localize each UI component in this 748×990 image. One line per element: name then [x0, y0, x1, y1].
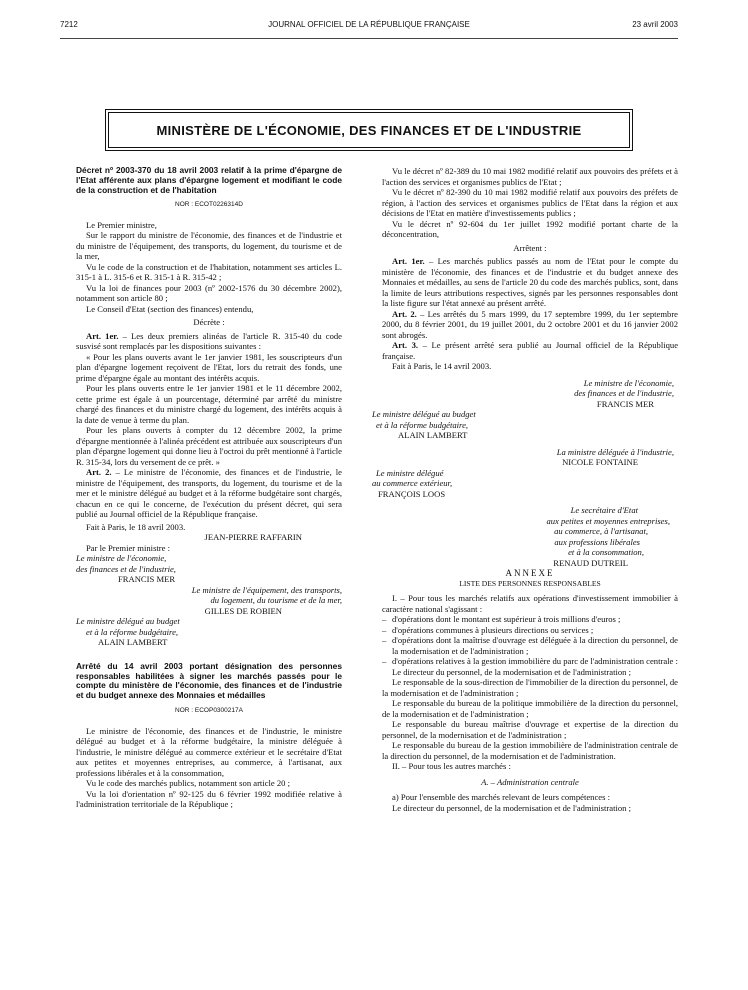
text-paragraph: Le directeur du personnel, de la modernisation et de l'administration ;	[392, 802, 631, 813]
fait-a-paris: Fait à Paris, le 14 avril 2003.	[392, 361, 492, 371]
list-item: – d'opérations dont la maîtrise d'ouvrage est déléguée à la direction du personnel, de la modernisation et de l'administration ;	[382, 635, 678, 656]
list-item: – d'opérations dont le montant est supérieur à trois millions d'euros ;	[382, 614, 678, 625]
ministry-title: MINISTÈRE DE L'ÉCONOMIE, DES FINANCES ET DE L'INDUSTRIE	[156, 122, 582, 138]
signatory-name: GILLES DE ROBIEN	[204, 605, 282, 616]
arrete-title: Arrêté du 14 avril 2003 portant désignation des personnes responsables habilitées à signer les marchés passés pour le compte du ministère de l'économie, des finances et de l'industrie et du budget annexe des Monnaies et médailles	[76, 660, 342, 701]
list-item: – d'opérations communes à plusieurs directions ou services ;	[382, 625, 678, 636]
section-heading: A. – Administration centrale	[481, 776, 579, 787]
article-1: Art. 1er. – Les marchés publics passés au nom de l'Etat pour le compte du ministère de l'économie, des finances et de l'industrie et du budget annexe des Monnaies et médailles, au sens de l'article 20 du code des marchés publics, sont, dans la limite de leurs attributions respectives, signés par les personnes responsables dont la liste figure sur l'état annexé au présent arrêté.	[382, 256, 678, 308]
right-column	[372, 166, 679, 813]
list-item: – d'opérations relatives à la gestion immobilière du parc de l'administration centrale :	[382, 656, 678, 667]
signatory-title: Le ministre de l'équipement, des transports,	[191, 584, 342, 595]
text-paragraph: « Pour les plans ouverts avant le 1er janvier 1981, les souscripteurs d'un plan d'épargne logement reçoivent de l'Etat, lors du retrait des fonds, une prime d'épargne égale au montant des intérêts acquis.	[76, 351, 342, 383]
ministry-banner	[108, 112, 630, 148]
text-paragraph: Vu le code de la construction et de l'habitation, notamment ses articles L. 315-1 à L. 315-6 et R. 315-1 à R. 315-42 ;	[76, 261, 342, 283]
article-label: Art. 1er.	[86, 330, 119, 341]
text-paragraph: I. – Pour tous les marchés relatifs aux opérations d'investissement immobilier à caractère national s'agissant :	[382, 593, 678, 614]
signatory-title: des finances et de l'industrie,	[574, 388, 674, 398]
signatory-title: aux petites et moyennes entreprises,	[546, 515, 670, 526]
signatory-name: NICOLE FONTAINE	[562, 457, 638, 467]
signatory-title: La ministre déléguée à l'industrie,	[556, 446, 674, 457]
text-paragraph: Vu le décret nº 92-604 du 1er juillet 1992 modifié portant charte de la déconcentration,	[382, 218, 678, 239]
header-rule	[60, 38, 678, 39]
arrete-nor: NOR : ECOP0300217A	[175, 707, 243, 715]
signatory-title: au commerce extérieur,	[372, 478, 453, 488]
text-paragraph: Le responsable du bureau maîtrise d'ouvrage et expertise de la direction du personnel, de la modernisation et de l'administration ;	[382, 719, 678, 740]
signatory-title: aux professions libérales	[554, 536, 640, 547]
text-paragraph: Sur le rapport du ministre de l'économie, des finances et de l'industrie et du ministre de l'équipement, des transports, du logement, du tourisme et de la mer,	[76, 230, 342, 262]
signatory-title: et à la réforme budgétaire,	[86, 626, 179, 637]
signatory-title: Le ministre de l'économie,	[76, 553, 167, 564]
signatory-title: Le ministre délégué	[376, 467, 444, 478]
signatory-title: Le secrétaire d'Etat	[570, 505, 638, 515]
article-2: Art. 2. – Les arrêtés du 5 mars 1999, du 17 septembre 1999, du 1er septembre 2000, du 8 février 2001, du 19 juillet 2001, du 2 octobre 2001 et du 16 janvier 2002 sont abrogés.	[382, 308, 678, 340]
par-premier-ministre: Par le Premier ministre :	[86, 542, 171, 553]
fait-a-paris: Fait à Paris, le 18 avril 2003.	[86, 521, 186, 532]
signatory-name: ALAIN LAMBERT	[98, 637, 168, 648]
text-paragraph: Vu la loi d'orientation nº 92-125 du 6 février 1992 modifiée relative à l'administration territoriale de la République ;	[76, 788, 342, 810]
text-paragraph: Le responsable du bureau de la politique immobilière de la direction du personnel, de la modernisation et de l'administration ;	[382, 698, 678, 719]
annexe-heading: ANNEXE	[505, 568, 555, 578]
article-2	[76, 467, 342, 520]
text-paragraph: Vu la loi de finances pour 2003 (nº 2002-1576 du 30 décembre 2002), notamment son article 80 ;	[76, 282, 342, 304]
signatory-title: et à la consommation,	[568, 547, 644, 557]
decrete-label: Décrète :	[193, 317, 225, 328]
article-3: Art. 3. – Le présent arrêté sera publié au Journal officiel de la République française.	[382, 340, 679, 361]
article-text: – Les deux premiers alinéas de l'article R. 315-40 du code susvisé sont remplacés par les dispositions suivantes :	[76, 330, 342, 352]
signatory-title: et à la réforme budgétaire,	[376, 419, 469, 430]
text-paragraph: Vu le décret nº 82-390 du 10 mai 1982 modifié relatif aux pouvoirs des préfets de région, à l'action des services et organismes publics de l'Etat dans la région et aux décisions de l'Etat en matière d'investissements publics ;	[382, 187, 678, 218]
text-paragraph: a) Pour l'ensemble des marchés relevant de leurs compétences :	[392, 792, 610, 802]
text-paragraph: Pour les plans ouverts à compter du 12 décembre 2002, la prime d'épargne mentionnée à l'alinéa précédent est attribuée aux souscripteurs d'un plan d'épargne logement qui donne lieu à l'octroi du prêt mentionné à l'article R. 315-34, lors du versement de ce prêt. »	[76, 425, 342, 467]
article-text: – Le ministre de l'économie, des finances et de l'industrie, le ministre de l'équipement, des transports, du logement, du tourisme et de la mer et le ministre délégué au budget et à la réforme budgétaire sont chargés, chacun en ce qui le concerne, de l'exécution du présent décret, qui sera publié au Journal officiel de la République française.	[76, 467, 342, 520]
arretent-label: Arrêtent :	[513, 242, 547, 253]
text-paragraph: II. – Pour tous les autres marchés :	[392, 761, 511, 771]
signatory-title: Le ministre délégué au budget	[76, 616, 180, 627]
page-header	[60, 20, 678, 34]
decree-title: Décret nº 2003-370 du 18 avril 2003 relatif à la prime d'épargne de l'Etat afférente aux plans d'épargne logement et modifiant le code de la construction et de l'habitation	[76, 165, 342, 195]
article-label: Art. 2.	[86, 467, 112, 478]
signatory-name: FRANCIS MER	[118, 574, 176, 585]
issue-date: 23 avril 2003	[632, 20, 678, 29]
article-1	[76, 331, 342, 352]
signatory-name: RENAUD DUTREIL	[553, 557, 628, 568]
page-number: 7212	[60, 20, 78, 29]
text-paragraph: Pour les plans ouverts entre le 1er janvier 1981 et le 11 décembre 2002, cette prime est égale à un pourcentage, déterminé par arrêté du ministre chargé des finances et du ministre chargé du logement, des intérêts acquis à la date de venue à terme du plan.	[76, 383, 342, 425]
decree-nor: NOR : ECOT0226314D	[175, 201, 243, 209]
signatory-name: FRANCIS MER	[596, 398, 654, 409]
journal-title: JOURNAL OFFICIEL DE LA RÉPUBLIQUE FRANÇAISE	[268, 20, 470, 29]
annexe-subheading: LISTE DES PERSONNES RESPONSABLES	[459, 578, 601, 588]
text-paragraph: Le responsable du bureau de la gestion immobilière de l'administration centrale de la direction du personnel, de la modernisation et de l'administration.	[382, 740, 678, 761]
signatory-name: ALAIN LAMBERT	[398, 430, 468, 440]
left-column	[76, 166, 342, 810]
signatory-title: au commerce, à l'artisanat,	[554, 526, 648, 536]
text-paragraph: Vu le code des marchés publics, notamment son article 20 ;	[86, 778, 291, 789]
text-paragraph: Vu le décret nº 82-389 du 10 mai 1982 modifié relatif aux pouvoirs des préfets et à l'action des services et organismes publics de l'Etat ;	[382, 166, 678, 187]
text-paragraph: Le responsable de la sous-direction de l'immobilier de la direction du personnel, de la modernisation et de l'administration ;	[382, 677, 678, 698]
signatory-title: Le ministre délégué au budget	[372, 409, 476, 419]
operations-list	[382, 614, 678, 667]
text-paragraph: Le ministre de l'économie, des finances et de l'industrie, le ministre délégué au budget et à la réforme budgétaire, la ministre déléguée à l'industrie, le ministre délégué au commerce extérieur et le secrétaire d'Etat aux petites et moyennes entreprises, au commerce, à l'artisanat, aux professions libérales et à la consommation,	[76, 725, 342, 778]
signatory-title: Le ministre de l'économie,	[583, 377, 674, 388]
text-paragraph: Le Premier ministre,	[86, 219, 157, 230]
signatory-name: FRANÇOIS LOOS	[378, 488, 446, 499]
signatory-title: du logement, du tourisme et de la mer,	[210, 595, 342, 606]
text-paragraph: Le directeur du personnel, de la modernisation et de l'administration ;	[392, 666, 631, 677]
text-paragraph: Le Conseil d'Etat (section des finances) entendu,	[86, 303, 254, 314]
signatory-name: JEAN-PIERRE RAFFARIN	[204, 532, 302, 543]
signatory-title: des finances et de l'industrie,	[76, 563, 176, 574]
